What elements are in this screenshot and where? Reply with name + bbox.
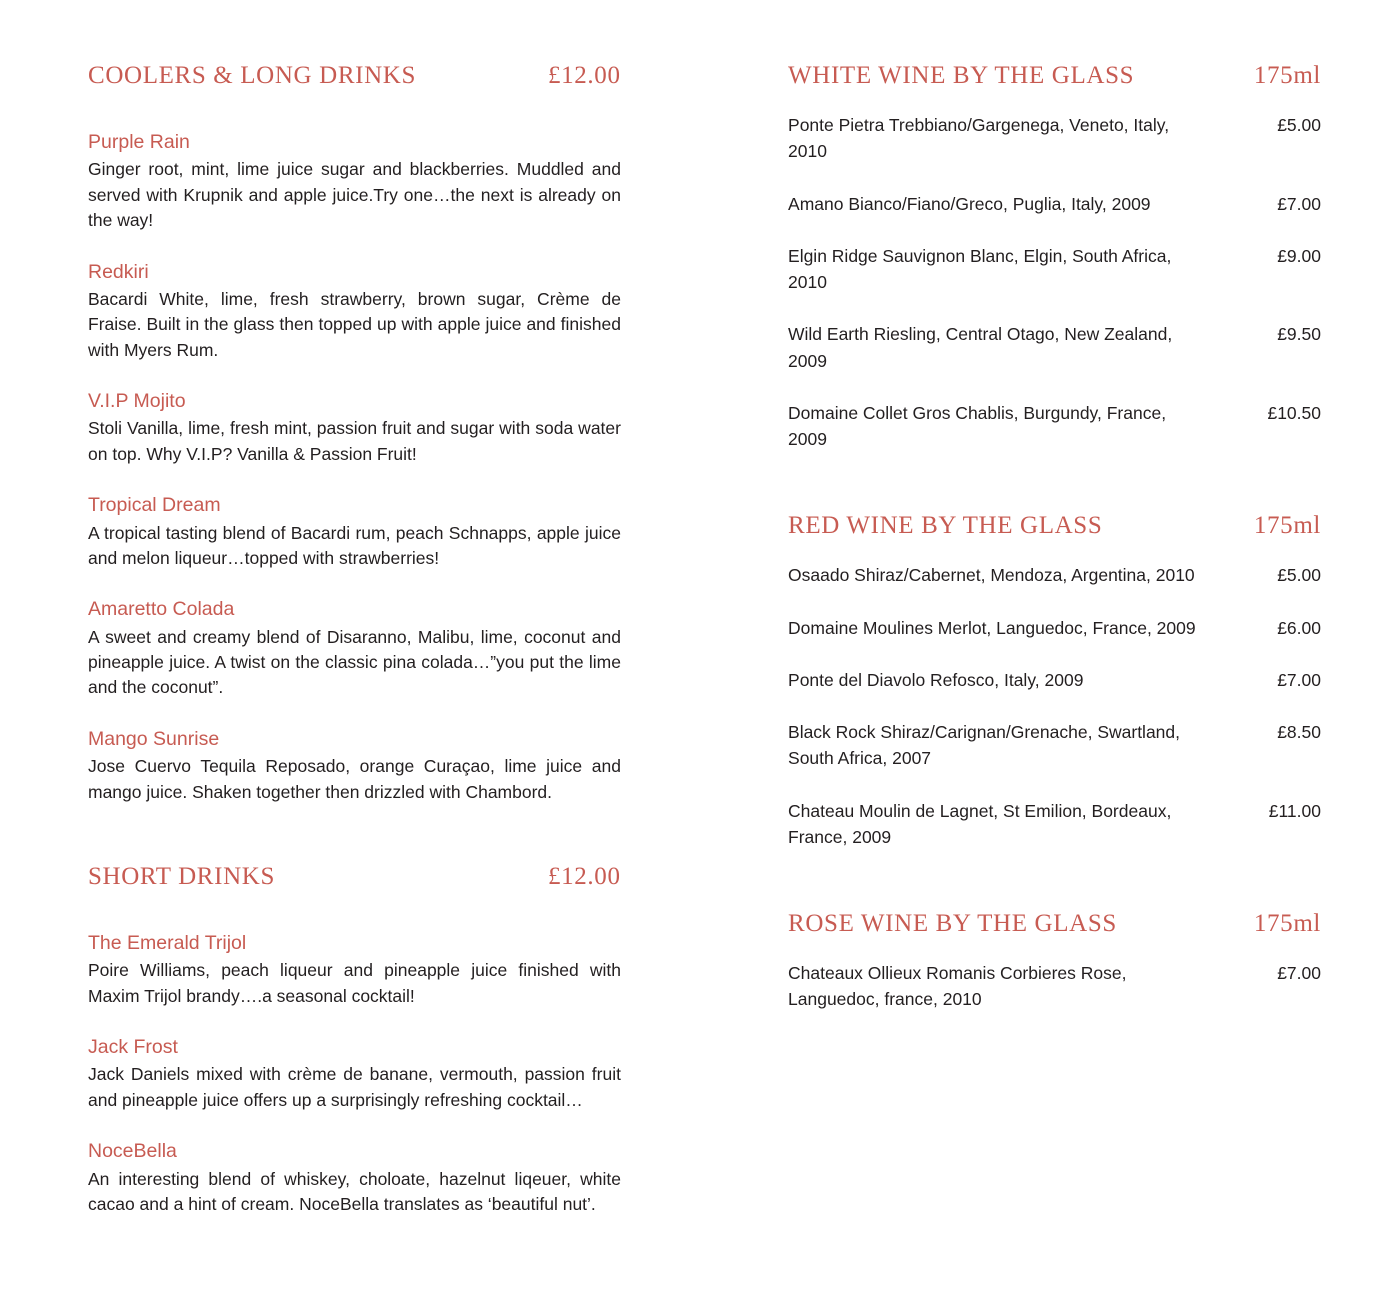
cocktail-name: V.I.P Mojito [88, 390, 186, 412]
section-measure: 175ml [1253, 62, 1321, 89]
cocktails-column [88, 62, 641, 1313]
wine-price: £8.50 [1277, 722, 1321, 742]
table-row [788, 798, 1321, 851]
wine-name: Domaine Moulines Merlot, Languedoc, France, 2009 [788, 617, 1196, 638]
section-header-rose-wine [788, 910, 1321, 938]
table-row [788, 400, 1321, 453]
wine-price: £9.00 [1277, 245, 1321, 266]
cocktail-description: Ginger root, mint, lime juice sugar and blackberries. Muddled and served with Krupnik and apple juice.Try one…the next is already on the way! [88, 159, 621, 231]
wine-price: £7.00 [1277, 669, 1321, 690]
section-title: SHORT DRINKS [88, 862, 276, 890]
section-measure: 175ml [1253, 512, 1321, 540]
cocktail-description: Bacardi White, lime, fresh strawberry, brown sugar, Crème de Fraise. Built in the glass then topped up with apple juice and finished with Myers Rum. [88, 288, 621, 360]
list-item [88, 493, 621, 571]
wine-name: Chateau Moulin de Lagnet, St Emilion, Bordeaux, France, 2009 [788, 800, 1172, 847]
column-gutter [641, 62, 788, 1313]
table-row [788, 562, 1321, 588]
table-row [788, 321, 1321, 374]
wine-name: Black Rock Shiraz/Carignan/Grenache, Swartland, South Africa, 2007 [788, 722, 1181, 769]
wine-column [788, 62, 1321, 1313]
spacer [88, 805, 621, 863]
cocktail-name: Mango Sunrise [88, 727, 220, 750]
section-title: RED WINE BY THE GLASS [788, 512, 1103, 540]
cocktail-description: A sweet and creamy blend of Disaranno, Malibu, lime, coconut and pineapple juice. A twist on the classic pina colada…”you put the lime and the coconut”. [88, 626, 621, 698]
wine-name: Elgin Ridge Sauvignon Blanc, Elgin, South Africa, 2010 [788, 245, 1172, 292]
wine-name: Amano Bianco/Fiano/Greco, Puglia, Italy, 2009 [788, 193, 1151, 214]
spacer [788, 876, 1321, 910]
cocktail-description: Stoli Vanilla, lime, fresh mint, passion fruit and sugar with soda water on top. Why V.I.P? Vanilla & Passion Fruit! [88, 418, 621, 464]
wine-price: £9.50 [1277, 324, 1321, 345]
list-item [88, 727, 621, 805]
list-item [88, 130, 621, 234]
rose-wine-list [788, 960, 1321, 1013]
list-item [88, 931, 621, 1009]
table-row [788, 112, 1321, 165]
section-title: WHITE WINE BY THE GLASS [788, 62, 1135, 89]
wine-name: Osaado Shiraz/Cabernet, Mendoza, Argentina, 2010 [788, 565, 1195, 586]
cocktail-description: Jack Daniels mixed with crème de banane, vermouth, passion fruit and pineapple juice offers up a surprisingly refreshing cocktail… [88, 1064, 621, 1110]
list-item [88, 1035, 621, 1113]
wine-price: £5.00 [1277, 565, 1321, 586]
section-header-coolers [88, 62, 621, 90]
table-row [788, 960, 1321, 1013]
wine-name: Ponte Pietra Trebbiano/Gargenega, Veneto, Italy, 2010 [788, 115, 1170, 162]
wine-price: £7.00 [1277, 963, 1321, 983]
wine-price: £6.00 [1277, 617, 1321, 638]
list-item [88, 389, 621, 467]
list-item [88, 597, 621, 701]
wine-name: Wild Earth Riesling, Central Otago, New Zealand, 2009 [788, 324, 1173, 371]
section-header-red-wine [788, 512, 1321, 540]
section-title: ROSE WINE BY THE GLASS [788, 910, 1117, 937]
cocktail-description: Poire Williams, peach liqueur and pineapple juice finished with Maxim Trijol brandy….a seasonal cocktail! [88, 960, 621, 1006]
cocktail-name: NoceBella [88, 1140, 177, 1163]
section-header-short-drinks [88, 863, 621, 891]
cocktail-name: The Emerald Trijol [88, 931, 247, 954]
cocktail-name: Redkiri [88, 260, 149, 283]
cocktail-name: Amaretto Colada [88, 598, 235, 621]
cocktail-description: Jose Cuervo Tequila Reposado, orange Curaçao, lime juice and mango juice. Shaken together then drizzled with Chambord. [88, 756, 621, 802]
section-measure: 175ml [1253, 910, 1321, 937]
section-header-white-wine [788, 62, 1321, 90]
wine-price: £7.00 [1277, 193, 1321, 214]
list-item [88, 1139, 621, 1217]
wine-name: Chateaux Ollieux Romanis Corbieres Rose, Languedoc, france, 2010 [788, 963, 1127, 1010]
wine-price: £11.00 [1268, 800, 1321, 821]
table-row [788, 719, 1321, 772]
wine-name: Ponte del Diavolo Refosco, Italy, 2009 [788, 669, 1084, 690]
section-price: £12.00 [548, 62, 621, 89]
table-row [788, 243, 1321, 296]
section-price: £12.00 [548, 862, 621, 890]
cocktail-name: Jack Frost [88, 1036, 178, 1058]
cocktail-name: Tropical Dream [88, 494, 221, 517]
table-row [788, 615, 1321, 641]
wine-price: £10.50 [1267, 402, 1321, 423]
list-item [88, 260, 621, 364]
table-row [788, 667, 1321, 693]
wine-price: £5.00 [1277, 115, 1321, 135]
wine-name: Domaine Collet Gros Chablis, Burgundy, France, 2009 [788, 402, 1167, 449]
white-wine-list [788, 112, 1321, 452]
spacer [88, 891, 621, 905]
red-wine-list [788, 562, 1321, 850]
cocktail-description: A tropical tasting blend of Bacardi rum, peach Schnapps, apple juice and melon liqueur…topped with strawberries! [88, 522, 621, 568]
spacer [88, 90, 621, 104]
section-title: COOLERS & LONG DRINKS [88, 62, 417, 89]
table-row [788, 191, 1321, 217]
spacer [788, 478, 1321, 512]
cocktail-description: An interesting blend of whiskey, choloate, hazelnut liqeuer, white cacao and a hint of cream. NoceBella translates as ‘beautiful nut’. [88, 1168, 621, 1214]
cocktail-name: Purple Rain [88, 131, 190, 153]
